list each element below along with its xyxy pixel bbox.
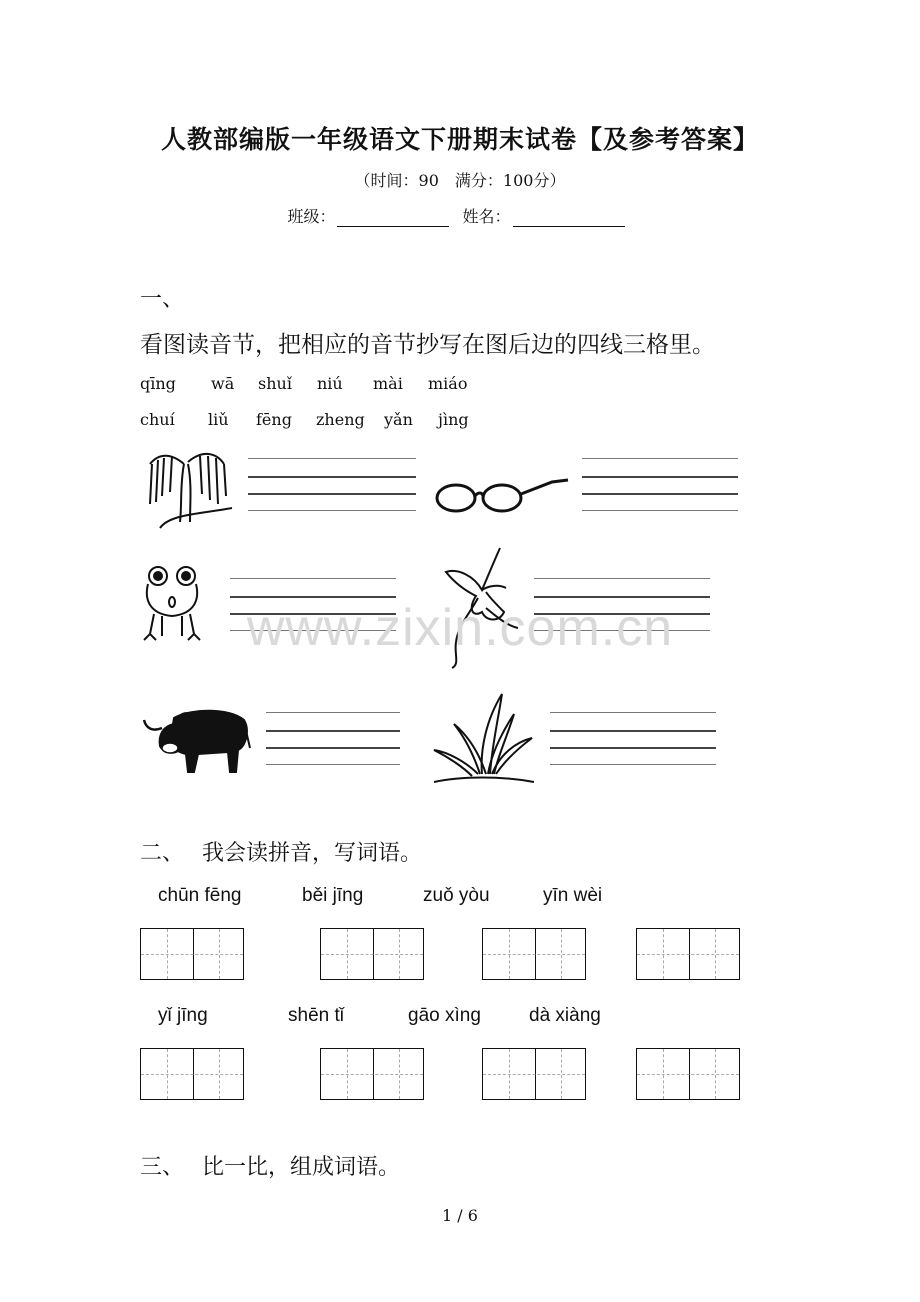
pinyin-word: zuǒ yòu: [423, 885, 490, 906]
section-2-instruction: 我会读拼音，写词语。: [202, 841, 423, 866]
tian-grid-box[interactable]: [320, 928, 424, 980]
tian-grid-box[interactable]: [636, 928, 740, 980]
pinyin-word: dà xiàng: [529, 1005, 601, 1026]
pinyin-syllable: niú: [317, 374, 343, 393]
tian-grid-box[interactable]: [636, 1048, 740, 1100]
pinyin-syllable: wā: [211, 374, 235, 393]
pinyin-word: yīn wèi: [543, 885, 603, 906]
class-blank[interactable]: [337, 210, 449, 227]
writing-lines[interactable]: [248, 458, 416, 512]
pinyin-syllable: yǎn: [384, 410, 413, 429]
writing-lines[interactable]: [266, 712, 400, 766]
pinyin-syllable: zheng: [316, 410, 365, 429]
pinyin-word: yǐ jīng: [158, 1005, 208, 1026]
glasses-icon: [432, 470, 572, 516]
class-name-line: [0, 204, 920, 227]
section-1-number: 一、: [140, 287, 185, 312]
tian-grid-box[interactable]: [320, 1048, 424, 1100]
section-3-instruction: 比一比，组成词语。: [202, 1155, 401, 1180]
name-label: 姓名：: [462, 207, 511, 226]
tian-grid-box[interactable]: [140, 928, 244, 980]
pinyin-syllable: miáo: [428, 374, 468, 393]
pinyin-syllable: qīng: [140, 374, 176, 393]
class-label: 班级：: [287, 207, 336, 226]
tian-grid-box[interactable]: [482, 928, 586, 980]
pinyin-syllable: shuǐ: [258, 374, 292, 393]
wheat-seedling-icon: [432, 690, 536, 786]
willow-tree-icon: [140, 444, 234, 528]
exam-title: 人教部编版一年级语文下册期末试卷【及参考答案】: [160, 125, 759, 154]
pinyin-syllable: fēng: [256, 410, 292, 429]
watermark: www.zixin.com.cn: [246, 599, 674, 657]
tian-grid-box[interactable]: [482, 1048, 586, 1100]
pinyin-syllable: mài: [373, 374, 403, 393]
writing-lines[interactable]: [550, 712, 716, 766]
section-3-number: 三、: [140, 1155, 185, 1180]
writing-lines[interactable]: [582, 458, 738, 512]
pinyin-syllable: chuí: [140, 410, 175, 429]
pinyin-word: gāo xìng: [408, 1005, 481, 1026]
pinyin-word: chūn fēng: [158, 885, 242, 906]
water-buffalo-icon: [140, 704, 252, 776]
pinyin-word: shēn tǐ: [288, 1005, 344, 1026]
tian-grid-box[interactable]: [140, 1048, 244, 1100]
pinyin-syllable: jìng: [438, 410, 469, 429]
name-blank[interactable]: [513, 210, 625, 227]
page-number: 1 / 6: [442, 1206, 478, 1225]
pinyin-word: běi jīng: [302, 885, 364, 906]
section-1-instruction: 看图读音节，把相应的音节抄写在图后边的四线三格里。: [140, 332, 715, 358]
pinyin-syllable: liǔ: [208, 410, 229, 429]
section-2-number: 二、: [140, 841, 185, 866]
exam-subtitle: （时间：90 满分：100分）: [354, 171, 566, 190]
